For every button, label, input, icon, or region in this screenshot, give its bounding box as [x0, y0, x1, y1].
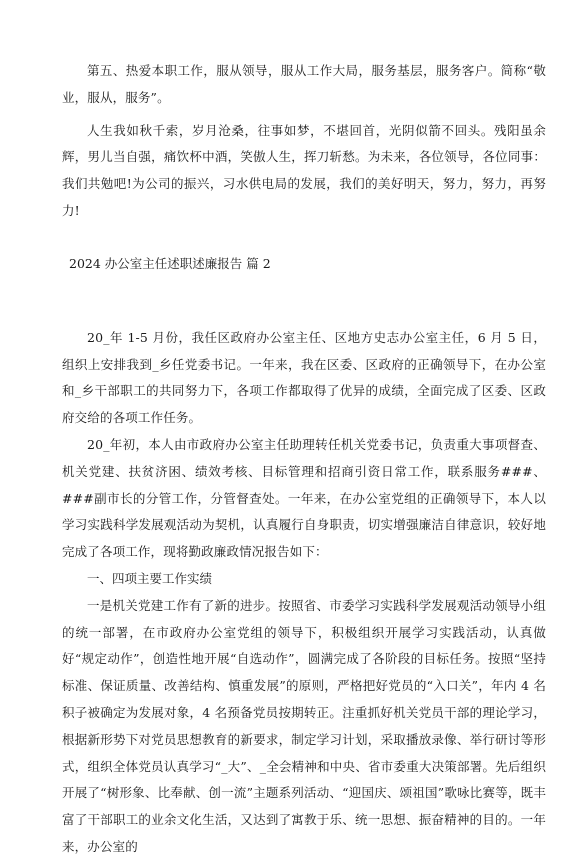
paragraph-work-principles: 第五、热爱本职工作，服从领导，服从工作大局，服务基层，服务客户。简称“敬业，服从，服务”。: [62, 63, 546, 105]
spacer: [62, 311, 546, 325]
section-title: 一、四项主要工作实绩: [87, 570, 213, 586]
paragraph-responsibilities: 20_年初，本人由市政府办公室主任助理转任机关党委书记，负责重大事项督查、机关党建、扶贫济困、绩效考核、目标管理和招商引资日常工作，联系服务###、###副市长的分管工作，分管督查处。一年来，在办公室党组的正确领导下，本人以学习实践科学发展观活动为契机，认真履行自身职责，切实增强廉洁自律意识，较好地完成了各项工作，现将勤政廉政情况报告如下：: [62, 436, 546, 560]
paragraph-closing-remarks: 人生我如秋千索，岁月沧桑，往事如梦，不堪回首，光阴似箭不回头。残阳虽余辉，男儿当自强，痛饮杯中酒，笑傲人生，挥刀斩愁。为未来，各位领导，各位同事：我们共勉吧!为公司的振兴，习水供电局的发展，我们的美好明天，努力，努力，再努力!: [62, 122, 546, 218]
heading-block: [62, 225, 546, 311]
report-heading: 2024 办公室主任述职述廉报告 篇 2: [69, 255, 271, 271]
paragraph-party-building: 一是机关党建工作有了新的进步。按照省、市委学习实践科学发展观活动领导小组的统一部署，在市政府办公室党组的领导下，积极组织开展学习实践活动，认真做好“规定动作”，创造性地开展“自选动作”，圆满完成了各阶段的目标任务。按照“坚持标准、保证质量、改善结构、慎重发展”的原则，严格把好党员的“入口关”，年内 4 名积子被确定为发展对象，4 名预备党员按期转正。注重抓好机关党员干部的理论学习，根据新形势下对党员思想教育的新要求，制定学习计划，采取播放录像、举行研讨等形式，组织全体党员认真学习“_大”、_全会精神和中央、省市委重大决策部署。先后组织开展了“树形象、比奉献、创一流”主题系列活动、“迎国庆、颂祖国”歌咏比赛等，既丰富了干部职工的业余文化生活，又达到了寓教于乐、统一思想、振奋精神的目的。一年来，办公室的: [62, 597, 546, 854]
paragraph-intro: 20_年 1-5 月份，我任区政府办公室主任、区地方史志办公室主任，6 月 5 日，组织上安排我到_乡任党委书记。一年来，我在区委、区政府的正确领导下，在办公室和_乡干部职工的共同努力下，各项工作都取得了优异的成绩，全面完成了区委、区政府交给的各项工作任务。: [62, 329, 546, 426]
